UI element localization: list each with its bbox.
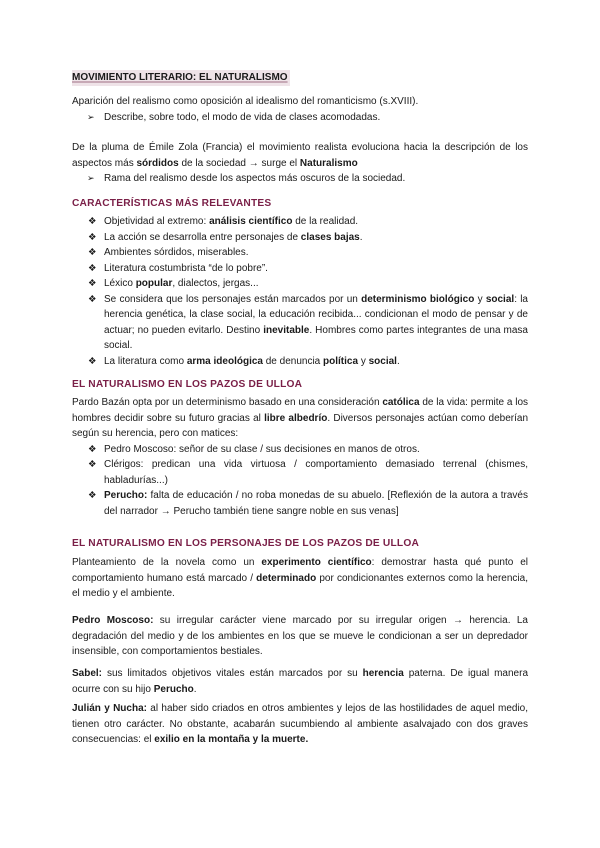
pazos-paragraph: Pardo Bazán opta por un determinismo basado en una consideración católica de la vida: permite a los hombres decidir sobre su futuro gracias al libre albedrío. Diversos personajes actúan como deberían según su herencia, pero con matices: bbox=[72, 397, 529, 439]
page-title: MOVIMIENTO LITERARIO: EL NATURALISMO bbox=[72, 70, 290, 86]
section-heading-personajes: EL NATURALISMO EN LOS PERSONAJES DE LOS PAZOS DE ULLOA bbox=[72, 538, 420, 549]
list-item: ❖ Se considera que los personajes están marcados por un determinismo biológico y social: la herencia genética, la clase social, la educación recibida... condicionan el modo de pensar y de actuar; no pueden evitarlo. Destino inevitable. Hombres como partes integrantes de una masa social. bbox=[88, 293, 528, 351]
diamond-bullet-icon: ❖ bbox=[88, 231, 97, 243]
diamond-bullet-icon: ❖ bbox=[88, 443, 97, 455]
diamond-bullet-icon: ❖ bbox=[88, 293, 97, 305]
arrow-bullet-icon: ➢ bbox=[87, 111, 95, 122]
list-item: ❖ Léxico popular, dialectos, jergas... bbox=[72, 276, 528, 292]
zola-list bbox=[72, 171, 528, 187]
list-item: ❖ Perucho: falta de educación / no roba monedas de su abuelo. [Reflexión de la autora a través del narrador → Perucho también tiene sangre noble en sus venas] bbox=[88, 490, 528, 517]
pazos-list bbox=[72, 442, 528, 520]
diamond-bullet-icon: ❖ bbox=[88, 262, 97, 274]
characteristics-list bbox=[72, 214, 528, 369]
intro-paragraph bbox=[72, 94, 528, 125]
zola-text: De la pluma de Émile Zola (Francia) el movimiento realista evoluciona hacia la descripción de los aspectos más sórdidos de la sociedad → surge el Naturalismo bbox=[72, 142, 528, 169]
list-item: ➢ Describe, sobre todo, el modo de vida de clases acomodadas. bbox=[72, 110, 528, 126]
pazos-section bbox=[72, 395, 528, 519]
diamond-bullet-icon: ❖ bbox=[88, 355, 97, 367]
list-item: ❖ La acción se desarrolla entre personajes de clases bajas. bbox=[72, 230, 528, 246]
diamond-bullet-icon: ❖ bbox=[88, 278, 97, 289]
personajes-intro: Planteamiento de la novela como un experimento científico: demostrar hasta qué punto el comportamiento humano está marcado / determinado por condicionantes externos como la herencia, el medio y el ambiente. bbox=[72, 557, 529, 599]
julian-nucha-paragraph: Julián y Nucha: al haber sido criados en otros ambientes y lejos de las hostilidades de aquel medio, tienen otro carácter. No obstante, acabarán sucumbiendo al ambiente asalvajado con dos graves consecuencias: el exilio en la montaña y la muerte. bbox=[72, 703, 529, 745]
intro-list bbox=[72, 110, 528, 126]
list-item: ❖ Literatura costumbrista “de lo pobre”. bbox=[72, 261, 528, 277]
diamond-bullet-icon: ❖ bbox=[88, 490, 97, 501]
list-item: ❖ Clérigos: predican una vida virtuosa / comportamiento demasiado terrenal (chismes, habladurías...) bbox=[88, 459, 528, 486]
diamond-bullet-icon: ❖ bbox=[88, 459, 97, 470]
arrow-bullet-icon: ➢ bbox=[87, 173, 95, 183]
intro-line: Aparición del realismo como oposición al idealismo del romanticismo (s.XVIII). bbox=[72, 96, 419, 107]
diamond-bullet-icon: ❖ bbox=[88, 216, 97, 227]
diamond-bullet-icon: ❖ bbox=[88, 247, 97, 258]
sabel-paragraph: Sabel: sus limitados objetivos vitales están marcados por su herencia paterna. De igual manera ocurre con su hijo Perucho. bbox=[72, 668, 529, 695]
list-item: ❖ Pedro Moscoso: señor de su clase / sus decisiones en manos de otros. bbox=[72, 442, 528, 458]
list-item: ❖ Objetividad al extremo: análisis científico de la realidad. bbox=[72, 214, 528, 230]
list-item: ❖ La literatura como arma ideológica de denuncia política y social. bbox=[72, 354, 528, 370]
pedro-paragraph: Pedro Moscoso: su irregular carácter viene marcado por su irregular origen → herencia. La degradación del medio y de los ambientes en los que se mueve le condicionan a ser un depredador insensible, con comportamientos bestiales. bbox=[72, 615, 528, 657]
section-heading-caracteristicas: CARACTERÍSTICAS MÁS RELEVANTES bbox=[72, 198, 272, 209]
list-item: ➢ Rama del realismo desde los aspectos más oscuros de la sociedad. bbox=[72, 171, 528, 187]
list-item: ❖ Ambientes sórdidos, miserables. bbox=[72, 245, 528, 261]
zola-paragraph bbox=[72, 140, 528, 187]
section-heading-pazos: EL NATURALISMO EN LOS PAZOS DE ULLOA bbox=[72, 379, 303, 390]
